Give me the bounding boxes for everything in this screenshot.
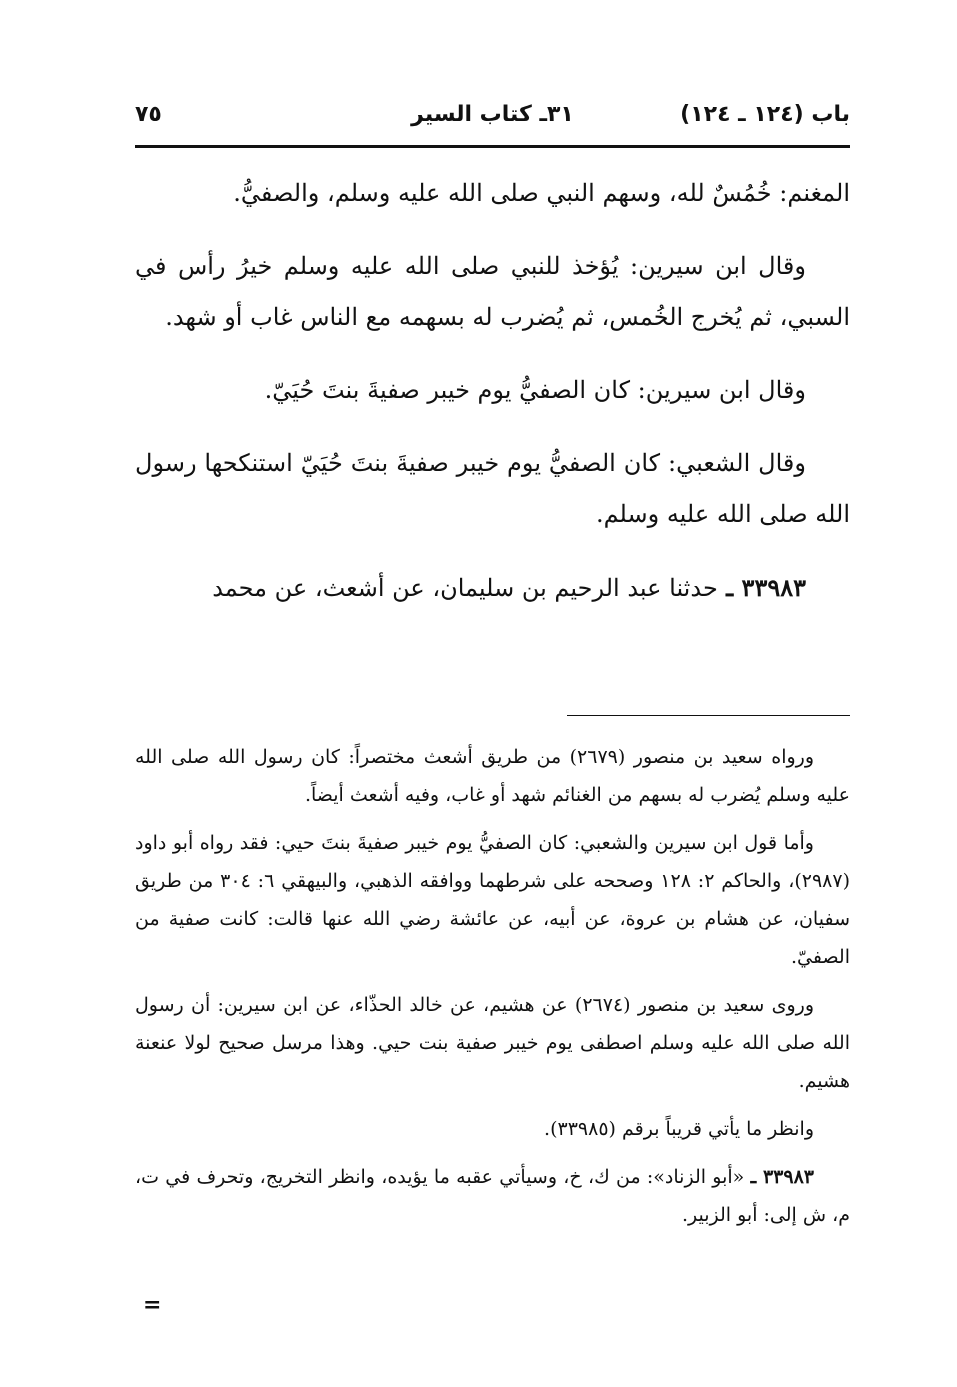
main-paragraph: وقال الشعبي: كان الصفيُّ يوم خيبر صفيةَ بنتَ حُيَيّ استنكحها رسول الله صلى الله عليه وسلم. [135, 449, 850, 528]
main-paragraph: المغنم: خُمُسٌ لله، وسهم النبي صلى الله عليه وسلم، والصفيُّ. [233, 179, 850, 207]
header-divider [135, 145, 850, 148]
main-paragraph: وقال ابن سيرين: كان الصفيُّ يوم خيبر صفيةَ بنتَ حُيَيّ. [264, 376, 806, 404]
main-paragraph: وقال ابن سيرين: يُؤخذ للنبي صلى الله عليه وسلم خيرُ رأس في السبي، ثم يُخرج الخُمس، ثم يُضرب له بسهمه مع الناس غاب أو شهد. [135, 252, 850, 331]
footnote-paragraph: وروى سعيد بن منصور (٢٦٧٤) عن هشيم، عن خالد الحذّاء، عن ابن سيرين: أن رسول الله صلى الله عليه وسلم اصطفى يوم خيبر صفية بنت حيي. وهذا مرسل صحيح لولا عنعنة هشيم. [135, 994, 850, 1092]
main-text [135, 168, 850, 636]
hadith-number: ٣٣٩٨٣ ـ [726, 573, 806, 602]
footnote-divider [567, 715, 850, 716]
book-title: ٣١ـ كتاب السير [411, 102, 574, 127]
footnote-paragraph: ورواه سعيد بن منصور (٢٦٧٩) من طريق أشعث مختصراً: كان رسول الله صلى الله عليه وسلم يُضرب له بسهم من الغنائم شهد أو غاب، وفيه أشعث أيضاً. [135, 746, 850, 806]
continuation-mark: = [143, 1292, 162, 1318]
footnote-paragraph: وأما قول ابن سيرين والشعبي: كان الصفيُّ يوم خيبر صفيةَ بنتَ حيي: فقد رواه أبو داود (٢٩٨٧)، والحاكم ٢: ١٢٨ وصححه على شرطهما ووافقه الذهبي، والبيهقي ٦: ٣٠٤ من طريق سفيان، عن هشام بن عروة، عن أبيه، عن عائشة رضي الله عنها قالت: كانت صفية من الصفيّ. [135, 832, 850, 968]
footnote-entry [135, 1158, 850, 1234]
page-number: ٧٥ [135, 102, 162, 127]
footnote-number: ٣٣٩٨٣ ـ [750, 1166, 814, 1188]
hadith-entry [135, 562, 850, 614]
hadith-text: حدثنا عبد الرحيم بن سليمان، عن أشعث، عن محمد [212, 574, 718, 602]
footnotes [135, 738, 850, 1244]
chapter-title: باب (١٢٤ ـ ١٢٤) [680, 102, 850, 127]
footnote-paragraph: وانظر ما يأتي قريباً برقم (٣٣٩٨٥). [544, 1118, 814, 1140]
footnote-text: «أبو الزناد»: من ك، خ، وسيأتي عقبه ما يؤيده، وانظر التخريج، وتحرف في ت، م، ش إلى: أبو الزبير. [135, 1166, 850, 1226]
page-header [135, 92, 850, 140]
